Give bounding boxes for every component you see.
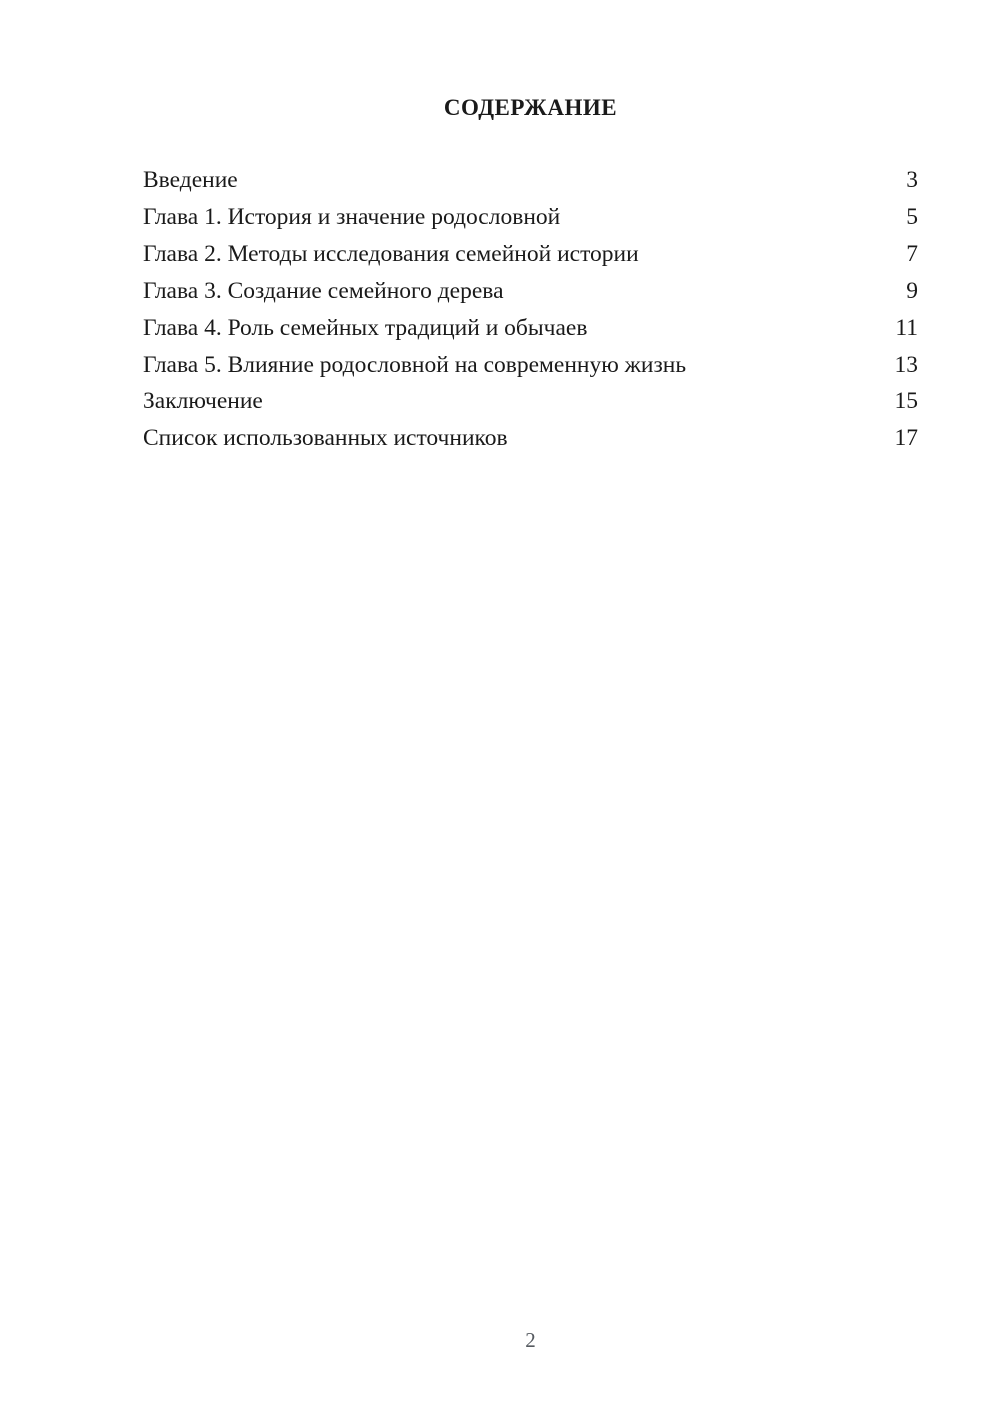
toc-entry-label: Список использованных источников [143,425,508,452]
toc-entry-label: Глава 4. Роль семейных традиций и обычаев [143,314,588,341]
toc-entry [143,347,918,384]
footer-page-number: 2 [525,1328,536,1352]
toc-entry [143,273,918,310]
toc-entry [143,162,918,199]
table-of-contents [143,162,918,457]
page-title: СОДЕРЖАНИЕ [443,95,618,120]
toc-entry [143,236,918,273]
toc-entry-label: Глава 1. История и значение родословной [143,203,561,230]
toc-entry-page-number: 13 [894,351,918,378]
toc-entry-page-number: 11 [895,314,918,341]
toc-entry-label: Глава 5. Влияние родословной на современную жизнь [143,351,687,378]
toc-entry-page-number: 7 [906,240,918,267]
toc-entry-page-number: 3 [906,167,918,193]
toc-entry-page-number: 17 [894,425,918,452]
toc-entry-label: Глава 3. Создание семейного дерева [143,277,504,304]
toc-entry [143,420,918,457]
toc-entry-page-number: 9 [906,277,918,304]
content-column [0,0,1000,457]
toc-entry [143,199,918,236]
toc-entry-label: Заключение [143,388,263,415]
toc-entry-page-number: 15 [894,388,918,415]
toc-entry-page-number: 5 [906,203,918,230]
toc-entry-label: Глава 2. Методы исследования семейной истории [143,240,639,267]
toc-entry [143,310,918,347]
toc-entry [143,383,918,420]
toc-entry-label: Введение [143,167,238,193]
